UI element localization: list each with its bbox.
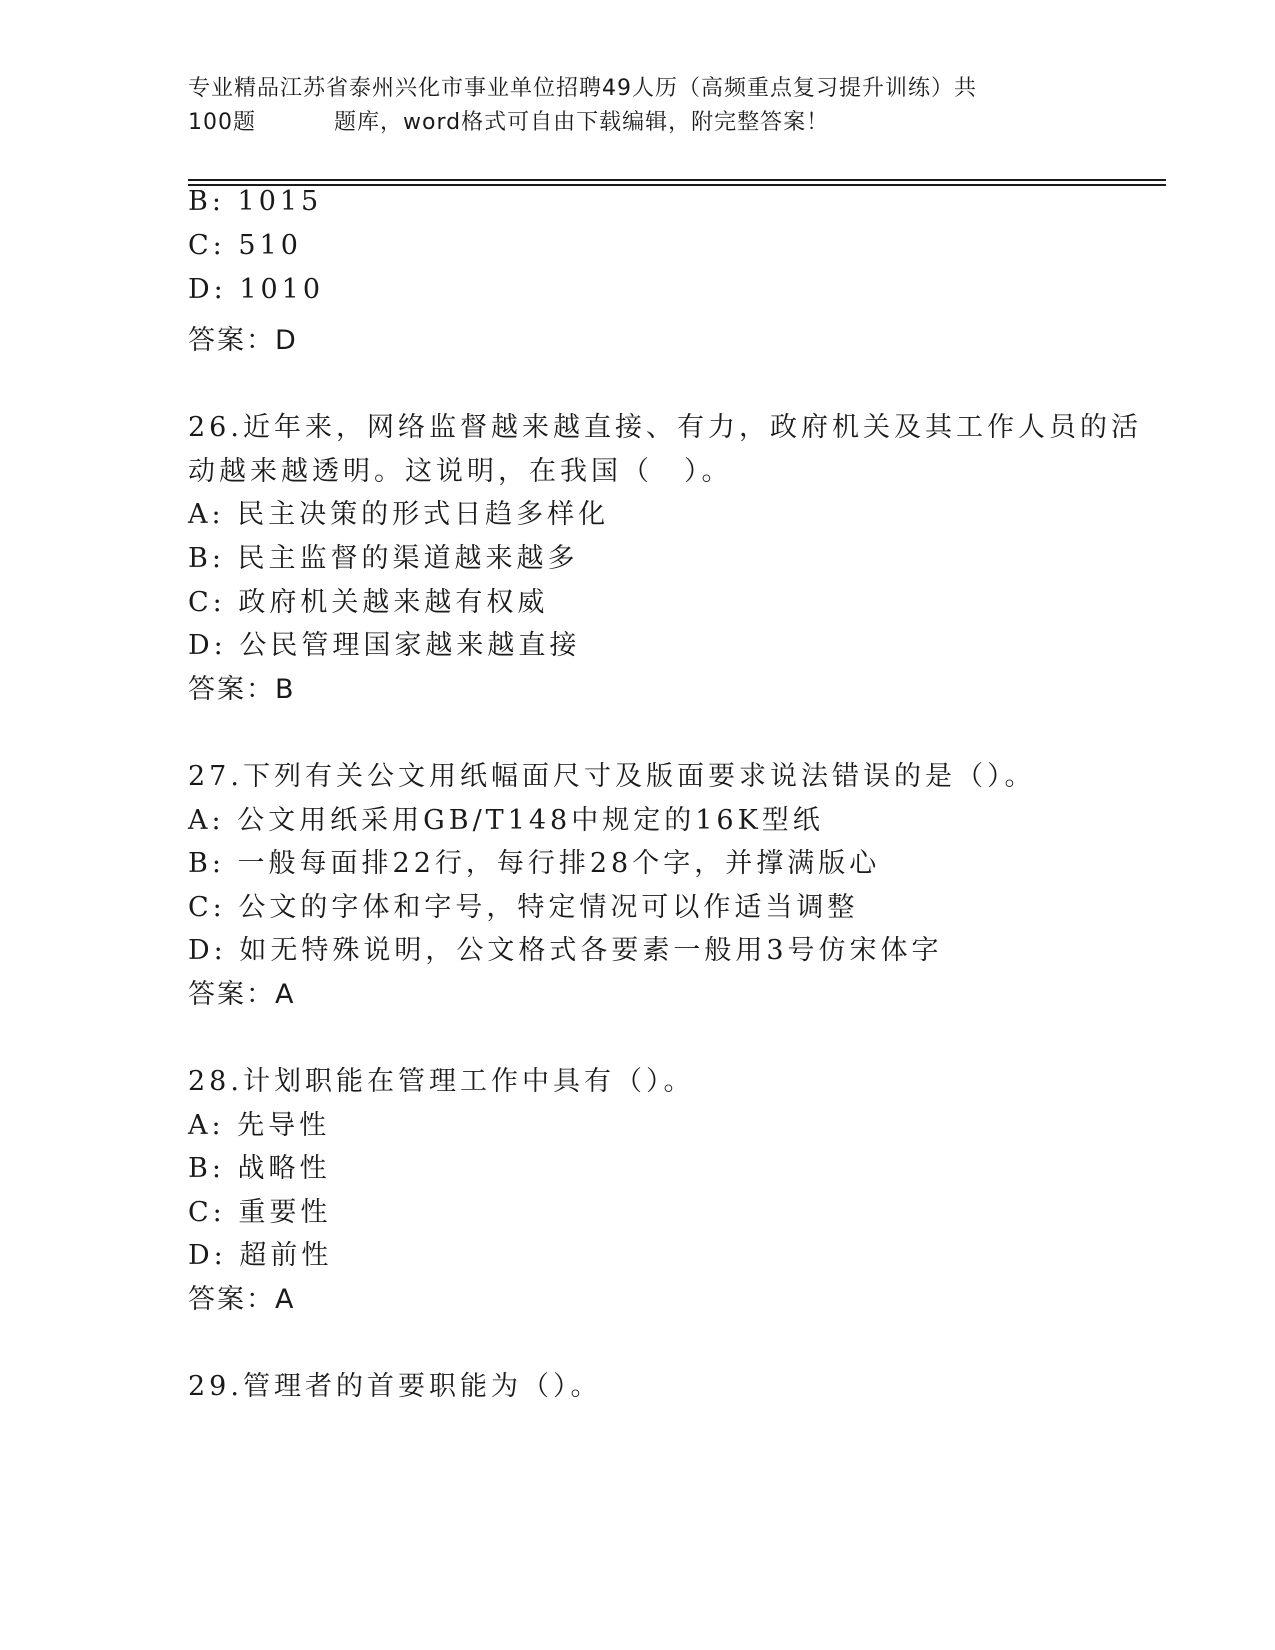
- question-27-option-d: D: 如无特殊说明，公文格式各要素一般用3号仿宋体字: [188, 935, 943, 966]
- header-divider-bottom: [188, 184, 1166, 186]
- question-29-stem: 29.管理者的首要职能为（）。: [188, 1371, 602, 1402]
- question-27-stem: 27.下列有关公文用纸幅面尺寸及版面要求说法错误的是（）。: [188, 761, 1036, 792]
- question-27-option-b: B: 一般每面排22行，每行排28个字，并撑满版心: [188, 848, 881, 879]
- option-c: C: 510: [188, 230, 302, 261]
- question-28-answer: 答案：A: [188, 1284, 296, 1315]
- question-28-option-d: D: 超前性: [188, 1240, 333, 1271]
- header-gap: [256, 106, 334, 140]
- header-title-line-2: [188, 106, 1088, 140]
- question-28-option-a: A: 先导性: [188, 1110, 331, 1141]
- option-d: D: 1010: [188, 274, 325, 305]
- question-26-option-d: D: 公民管理国家越来越直接: [188, 630, 581, 661]
- option-b: B: 1015: [188, 186, 323, 217]
- header-title-line-1: 专业精品江苏省泰州兴化市事业单位招聘49人历（高频重点复习提升训练）共: [188, 76, 977, 101]
- question-27-option-a: A: 公文用纸采用GB/T148中规定的16K型纸: [188, 805, 824, 836]
- document-header: [188, 72, 1088, 140]
- question-26-option-c: C: 政府机关越来越有权威: [188, 587, 549, 618]
- question-27-answer: 答案：A: [188, 979, 296, 1010]
- question-28-option-c: C: 重要性: [188, 1197, 332, 1228]
- question-26-option-a: A: 民主决策的形式日趋多样化: [188, 499, 610, 530]
- question-28-stem: 28.计划职能在管理工作中具有（）。: [188, 1066, 695, 1097]
- question-26-stem-line-2: 动越来越透明。这说明，在我国（ ）。: [188, 456, 733, 487]
- question-26-option-b: B: 民主监督的渠道越来越多: [188, 543, 579, 574]
- header-divider-top: [188, 179, 1166, 181]
- header-question-count: 100题: [188, 110, 256, 135]
- question-26-stem-line-1: 26.近年来，网络监督越来越直接、有力，政府机关及其工作人员的活: [188, 412, 1142, 443]
- answer-line: 答案：D: [188, 325, 298, 356]
- question-27-option-c: C: 公文的字体和字号，特定情况可以作适当调整: [188, 892, 859, 923]
- header-description: 题库，word格式可自由下载编辑，附完整答案！: [334, 110, 830, 135]
- question-26-answer: 答案：B: [188, 674, 296, 705]
- question-28-option-b: B: 战略性: [188, 1153, 331, 1184]
